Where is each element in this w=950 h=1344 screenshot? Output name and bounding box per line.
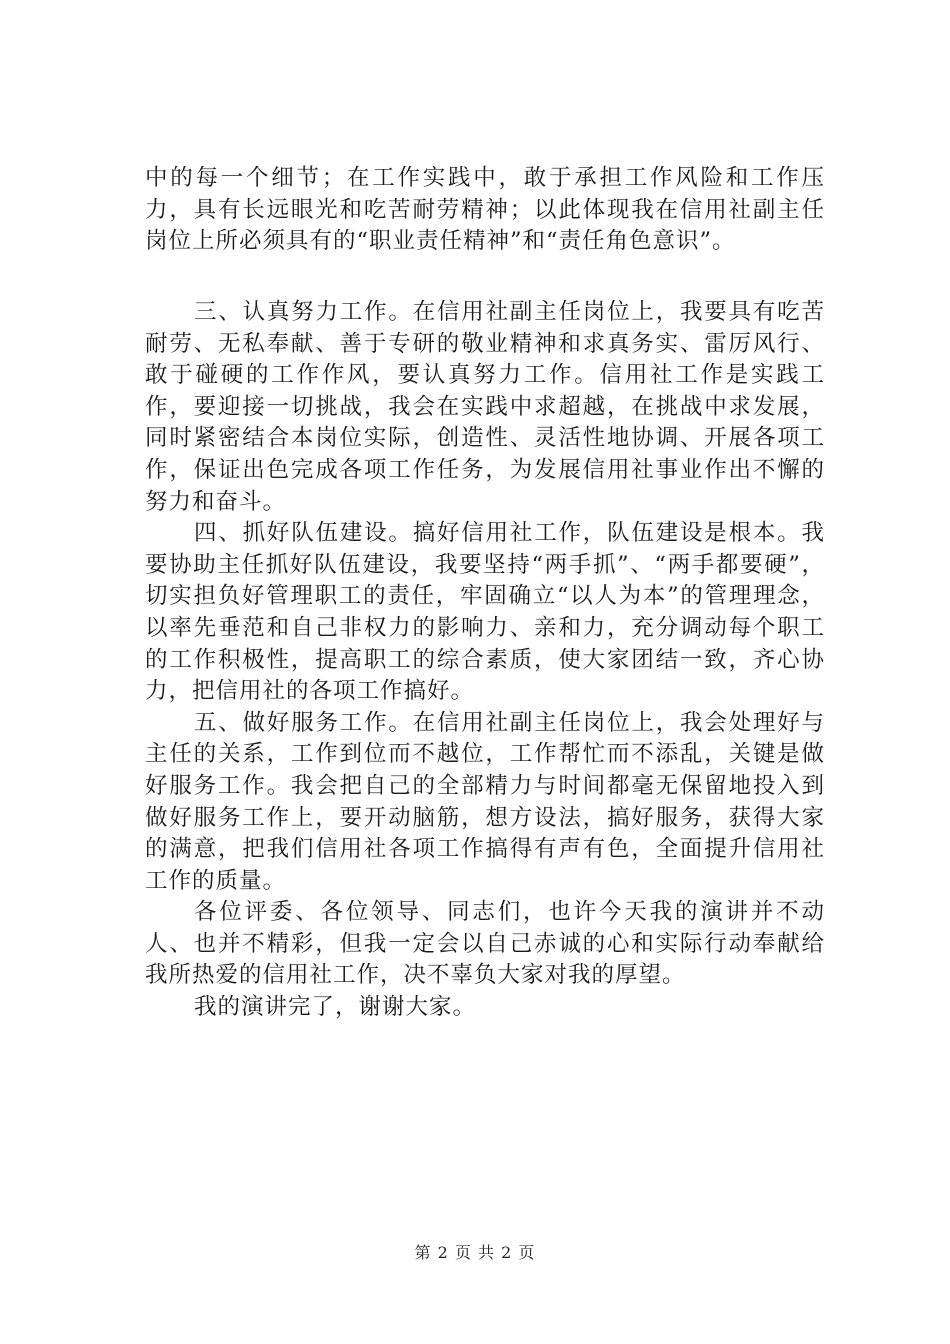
paragraph-service-work: 五、做好服务工作。在信用社副主任岗位上，我会处理好与主任的关系，工作到位而不越位，工作帮忙而不添乱，关键是做好服务工作。我会把自己的全部精力与时间都毫无保留地投入到做好服务工作上，要开动脑筋，想方设法，搞好服务，获得大家的满意，把我们信用社各项工作搞得有声有色，全面提升信用社工作的质量。 (145, 709, 825, 894)
text-block-continuation (145, 163, 825, 258)
text-block-main (145, 297, 825, 1024)
paragraph-closing-address: 各位评委、各位领导、同志们，也许今天我的演讲并不动人、也并不精彩，但我一定会以自己赤诚的心和实际行动奉献给我所热爱的信用社工作，决不辜负大家对我的厚望。 (145, 899, 825, 989)
paragraph-thanks: 我的演讲完了，谢谢大家。 (194, 994, 477, 1021)
paragraph-continuation: 中的每一个细节；在工作实践中，敢于承担工作风险和工作压力，具有长远眼光和吃苦耐劳精神；以此体现我在信用社副主任岗位上所必须具有的“职业责任精神”和“责任角色意识”。 (145, 165, 825, 255)
paragraph-team-building: 四、抓好队伍建设。搞好信用社工作，队伍建设是根本。我要协助主任抓好队伍建设，我要坚持“两手抓”、“两手都要硬”，切实担负好管理职工的责任，牢固确立“以人为本”的管理理念，以率先垂范和自己非权力的影响力、亲和力，充分调动每个职工的工作积极性，提高职工的综合素质，使大家团结一致，齐心协力，把信用社的各项工作搞好。 (145, 520, 825, 705)
paragraph-work-diligently: 三、认真努力工作。在信用社副主任岗位上，我要具有吃苦耐劳、无私奉献、善于专研的敬业精神和求真务实、雷厉风行、敢于碰硬的工作作风，要认真努力工作。信用社工作是实践工作，要迎接一切挑战，我会在实践中求超越，在挑战中求发展，同时紧密结合本岗位实际，创造性、灵活性地协调、开展各项工作，保证出色完成各项工作任务，为发展信用社事业作出不懈的努力和奋斗。 (145, 299, 825, 515)
page-footer: 第 2 页 共 2 页 (414, 1243, 536, 1262)
